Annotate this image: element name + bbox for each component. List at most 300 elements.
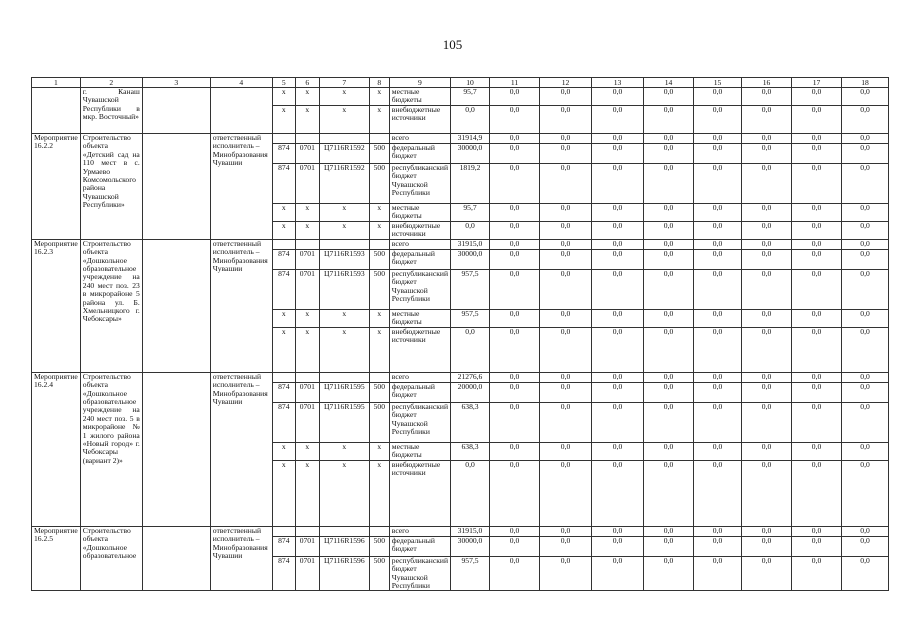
- code-cell: [272, 526, 295, 536]
- value-year: 0,0: [644, 402, 694, 442]
- grbs-code: x: [272, 106, 295, 134]
- value-year: 0,0: [792, 134, 842, 144]
- grbs-code: 874: [272, 382, 295, 402]
- target-article-code: Ц7116R1596: [319, 536, 369, 556]
- column-number-7: 7: [319, 78, 369, 88]
- grbs-code: x: [272, 88, 295, 106]
- section-code: 0701: [295, 402, 319, 442]
- value-year: 0,0: [490, 222, 540, 240]
- value-year: 0,0: [742, 144, 792, 164]
- grbs-code: 874: [272, 556, 295, 591]
- value-year: 0,0: [592, 556, 644, 591]
- value-year: 0,0: [490, 204, 540, 222]
- value-year: 0,0: [842, 382, 889, 402]
- grbs-code: x: [272, 204, 295, 222]
- value-year: 0,0: [842, 372, 889, 382]
- target-article-code: Ц7116R1595: [319, 402, 369, 442]
- value-year: 0,0: [592, 88, 644, 106]
- event-label-cell: [32, 88, 81, 134]
- value-year: 0,0: [742, 442, 792, 460]
- expense-type-code: x: [369, 204, 389, 222]
- value-year: 0,0: [792, 382, 842, 402]
- funding-source: федеральный бюджет: [389, 249, 450, 269]
- section-code: 0701: [295, 249, 319, 269]
- event-label-cell: Мероприятие 16.2.2: [32, 134, 81, 240]
- value-year: 0,0: [842, 249, 889, 269]
- value-year: 0,0: [842, 134, 889, 144]
- value-year: 0,0: [694, 144, 742, 164]
- value-year: 0,0: [842, 88, 889, 106]
- column-number-14: 14: [644, 78, 694, 88]
- value-year: 0,0: [842, 442, 889, 460]
- value-year: 0,0: [540, 382, 592, 402]
- code-cell: [319, 526, 369, 536]
- target-article-code: Ц7116R1592: [319, 144, 369, 164]
- value-year: 0,0: [540, 239, 592, 249]
- expense-type-code: 500: [369, 536, 389, 556]
- funding-source: федеральный бюджет: [389, 382, 450, 402]
- funding-source: местные бюджеты: [389, 309, 450, 327]
- value-year: 0,0: [792, 204, 842, 222]
- funding-source: всего: [389, 134, 450, 144]
- grbs-code: 874: [272, 269, 295, 309]
- section-code: 0701: [295, 144, 319, 164]
- value-year: 0,0: [490, 144, 540, 164]
- section-code: 0701: [295, 164, 319, 204]
- value-year: 0,0: [742, 309, 792, 327]
- value-year: 0,0: [490, 536, 540, 556]
- expense-type-code: 500: [369, 269, 389, 309]
- grbs-code: x: [272, 222, 295, 240]
- section-code: 0701: [295, 556, 319, 591]
- value-year: 0,0: [592, 460, 644, 526]
- funding-source: местные бюджеты: [389, 88, 450, 106]
- value-year: 0,0: [792, 309, 842, 327]
- value-year: 0,0: [644, 134, 694, 144]
- column-number-11: 11: [490, 78, 540, 88]
- funding-source: всего: [389, 239, 450, 249]
- value-year: 0,0: [842, 460, 889, 526]
- code-cell: [369, 526, 389, 536]
- funding-source: местные бюджеты: [389, 442, 450, 460]
- value-year: 0,0: [792, 144, 842, 164]
- value-year: 0,0: [792, 556, 842, 591]
- funding-source: внебюджетные источники: [389, 106, 450, 134]
- section-code: 0701: [295, 382, 319, 402]
- value-year: 0,0: [592, 249, 644, 269]
- value-year: 0,0: [540, 144, 592, 164]
- table-row: [32, 88, 889, 106]
- value-year: 0,0: [490, 269, 540, 309]
- responsible-cell: ответственный исполнитель – Минобразования Чувашии: [210, 526, 272, 591]
- value-year: 0,0: [592, 144, 644, 164]
- funding-source: республиканский бюджет Чувашской Республики: [389, 269, 450, 309]
- value-year: 0,0: [644, 556, 694, 591]
- value-year: 0,0: [540, 269, 592, 309]
- value-year: 0,0: [694, 372, 742, 382]
- value-total: 957,5: [451, 556, 490, 591]
- code-cell: [319, 134, 369, 144]
- value-year: 0,0: [792, 536, 842, 556]
- grbs-code: x: [272, 460, 295, 526]
- funding-source: республиканский бюджет Чувашской Республики: [389, 164, 450, 204]
- funding-source: внебюджетные источники: [389, 327, 450, 372]
- value-year: 0,0: [842, 239, 889, 249]
- grbs-code: 874: [272, 249, 295, 269]
- value-year: 0,0: [592, 204, 644, 222]
- value-year: 0,0: [694, 526, 742, 536]
- value-year: 0,0: [742, 556, 792, 591]
- value-year: 0,0: [792, 327, 842, 372]
- section-code: x: [295, 106, 319, 134]
- value-year: 0,0: [742, 164, 792, 204]
- value-year: 0,0: [592, 269, 644, 309]
- value-year: 0,0: [592, 309, 644, 327]
- event-name-cell: Строительство объекта «Детский сад на 110 мест в с. Урмаево Комсомольского района Чувашской Республики»: [80, 134, 142, 240]
- code-cell: [295, 526, 319, 536]
- value-total: 31915,0: [451, 526, 490, 536]
- grbs-code: 874: [272, 144, 295, 164]
- value-year: 0,0: [540, 556, 592, 591]
- value-year: 0,0: [842, 222, 889, 240]
- value-year: 0,0: [644, 249, 694, 269]
- value-total: 0,0: [451, 106, 490, 134]
- empty-cell: [142, 372, 210, 526]
- value-year: 0,0: [792, 269, 842, 309]
- value-year: 0,0: [644, 239, 694, 249]
- value-year: 0,0: [644, 460, 694, 526]
- value-total: 638,3: [451, 442, 490, 460]
- value-year: 0,0: [842, 526, 889, 536]
- value-year: 0,0: [792, 106, 842, 134]
- column-number-9: 9: [389, 78, 450, 88]
- value-total: 21276,6: [451, 372, 490, 382]
- event-label-cell: Мероприятие 16.2.5: [32, 526, 81, 591]
- value-year: 0,0: [644, 164, 694, 204]
- value-year: 0,0: [490, 460, 540, 526]
- code-cell: [295, 134, 319, 144]
- value-year: 0,0: [490, 327, 540, 372]
- target-article-code: x: [319, 222, 369, 240]
- grbs-code: 874: [272, 164, 295, 204]
- column-number-12: 12: [540, 78, 592, 88]
- value-year: 0,0: [540, 402, 592, 442]
- empty-cell: [142, 239, 210, 372]
- expense-type-code: 500: [369, 144, 389, 164]
- value-year: 0,0: [490, 134, 540, 144]
- funding-source: федеральный бюджет: [389, 536, 450, 556]
- value-year: 0,0: [592, 402, 644, 442]
- value-year: 0,0: [842, 204, 889, 222]
- value-year: 0,0: [694, 460, 742, 526]
- target-article-code: Ц7116R1592: [319, 164, 369, 204]
- value-year: 0,0: [842, 144, 889, 164]
- value-total: 0,0: [451, 460, 490, 526]
- grbs-code: 874: [272, 536, 295, 556]
- funding-source: внебюджетные источники: [389, 460, 450, 526]
- value-year: 0,0: [742, 204, 792, 222]
- value-year: 0,0: [694, 382, 742, 402]
- value-year: 0,0: [842, 269, 889, 309]
- expense-type-code: 500: [369, 556, 389, 591]
- responsible-cell: ответственный исполнитель – Минобразования Чувашии: [210, 372, 272, 526]
- code-cell: [369, 239, 389, 249]
- value-total: 0,0: [451, 327, 490, 372]
- target-article-code: Ц7116R1593: [319, 269, 369, 309]
- target-article-code: Ц7116R1595: [319, 382, 369, 402]
- value-year: 0,0: [540, 88, 592, 106]
- value-year: 0,0: [592, 536, 644, 556]
- event-name-cell: Строительство объекта «Дошкольное образовательное: [80, 526, 142, 591]
- section-code: x: [295, 442, 319, 460]
- grbs-code: 874: [272, 402, 295, 442]
- value-year: 0,0: [592, 164, 644, 204]
- expense-type-code: 500: [369, 164, 389, 204]
- section-code: x: [295, 327, 319, 372]
- value-year: 0,0: [540, 134, 592, 144]
- code-cell: [272, 134, 295, 144]
- value-year: 0,0: [592, 222, 644, 240]
- budget-table: [31, 77, 889, 591]
- value-year: 0,0: [592, 442, 644, 460]
- value-total: 30000,0: [451, 144, 490, 164]
- value-year: 0,0: [742, 134, 792, 144]
- expense-type-code: x: [369, 442, 389, 460]
- value-year: 0,0: [742, 249, 792, 269]
- section-code: x: [295, 88, 319, 106]
- value-year: 0,0: [490, 309, 540, 327]
- value-total: 638,3: [451, 402, 490, 442]
- value-year: 0,0: [842, 556, 889, 591]
- value-year: 0,0: [742, 222, 792, 240]
- value-year: 0,0: [694, 309, 742, 327]
- expense-type-code: x: [369, 327, 389, 372]
- section-code: x: [295, 222, 319, 240]
- funding-source: республиканский бюджет Чувашской Республики: [389, 556, 450, 591]
- column-number-16: 16: [742, 78, 792, 88]
- empty-cell: [142, 526, 210, 591]
- expense-type-code: x: [369, 460, 389, 526]
- target-article-code: x: [319, 106, 369, 134]
- value-year: 0,0: [540, 536, 592, 556]
- value-year: 0,0: [694, 327, 742, 372]
- value-year: 0,0: [792, 239, 842, 249]
- value-total: 31914,9: [451, 134, 490, 144]
- expense-type-code: x: [369, 88, 389, 106]
- value-year: 0,0: [490, 402, 540, 442]
- value-year: 0,0: [792, 526, 842, 536]
- value-year: 0,0: [742, 269, 792, 309]
- column-number-10: 10: [451, 78, 490, 88]
- value-year: 0,0: [842, 327, 889, 372]
- value-year: 0,0: [644, 144, 694, 164]
- value-year: 0,0: [842, 106, 889, 134]
- value-total: 20000,0: [451, 382, 490, 402]
- event-label-cell: Мероприятие 16.2.3: [32, 239, 81, 372]
- target-article-code: Ц7116R1596: [319, 556, 369, 591]
- expense-type-code: 500: [369, 382, 389, 402]
- expense-type-code: 500: [369, 249, 389, 269]
- column-number-13: 13: [592, 78, 644, 88]
- value-year: 0,0: [792, 222, 842, 240]
- value-total: 95,7: [451, 88, 490, 106]
- value-year: 0,0: [644, 106, 694, 134]
- table-row: [32, 134, 889, 144]
- value-year: 0,0: [742, 88, 792, 106]
- code-cell: [272, 372, 295, 382]
- funding-source: всего: [389, 526, 450, 536]
- value-year: 0,0: [694, 204, 742, 222]
- value-year: 0,0: [792, 164, 842, 204]
- value-year: 0,0: [742, 382, 792, 402]
- value-year: 0,0: [792, 372, 842, 382]
- value-year: 0,0: [694, 164, 742, 204]
- value-year: 0,0: [490, 88, 540, 106]
- code-cell: [319, 239, 369, 249]
- expense-type-code: 500: [369, 402, 389, 442]
- value-total: 957,5: [451, 269, 490, 309]
- value-year: 0,0: [540, 222, 592, 240]
- value-year: 0,0: [694, 134, 742, 144]
- value-year: 0,0: [490, 164, 540, 204]
- value-year: 0,0: [742, 239, 792, 249]
- column-number-1: 1: [32, 78, 81, 88]
- code-cell: [295, 239, 319, 249]
- column-number-17: 17: [792, 78, 842, 88]
- expense-type-code: x: [369, 106, 389, 134]
- value-year: 0,0: [694, 536, 742, 556]
- section-code: 0701: [295, 269, 319, 309]
- value-year: 0,0: [694, 442, 742, 460]
- table-row: [32, 239, 889, 249]
- value-year: 0,0: [842, 536, 889, 556]
- code-cell: [369, 372, 389, 382]
- value-year: 0,0: [540, 442, 592, 460]
- value-year: 0,0: [592, 106, 644, 134]
- value-year: 0,0: [540, 249, 592, 269]
- value-year: 0,0: [694, 249, 742, 269]
- column-number-15: 15: [694, 78, 742, 88]
- value-year: 0,0: [742, 327, 792, 372]
- section-code: 0701: [295, 536, 319, 556]
- grbs-code: x: [272, 327, 295, 372]
- event-name-cell: Строительство объекта «Дошкольное образовательное учреждение на 240 мест поз. 5 в микрорайоне № 1 жилого района «Новый город» г. Чебоксары (вариант 2)»: [80, 372, 142, 526]
- value-total: 1819,2: [451, 164, 490, 204]
- value-year: 0,0: [644, 269, 694, 309]
- value-year: 0,0: [644, 442, 694, 460]
- code-cell: [319, 372, 369, 382]
- page-number: 105: [442, 37, 463, 52]
- value-year: 0,0: [694, 222, 742, 240]
- table-row: [32, 372, 889, 382]
- value-year: 0,0: [742, 106, 792, 134]
- event-name-cell: г. Канаш Чувашской Республики в мкр. Восточный»: [80, 88, 142, 134]
- table-row: [32, 526, 889, 536]
- column-number-8: 8: [369, 78, 389, 88]
- value-year: 0,0: [540, 526, 592, 536]
- code-cell: [369, 134, 389, 144]
- value-year: 0,0: [592, 239, 644, 249]
- value-year: 0,0: [490, 556, 540, 591]
- value-year: 0,0: [592, 382, 644, 402]
- value-year: 0,0: [792, 249, 842, 269]
- column-number-row: [32, 78, 889, 88]
- value-year: 0,0: [490, 106, 540, 134]
- value-year: 0,0: [592, 134, 644, 144]
- code-cell: [272, 239, 295, 249]
- event-name-cell: Строительство объекта «Дошкольное образовательное учреждение на 240 мест поз. 23 в микрорайоне 5 района ул. Б. Хмельницкого г. Чебоксары»: [80, 239, 142, 372]
- value-year: 0,0: [490, 526, 540, 536]
- value-total: 95,7: [451, 204, 490, 222]
- value-year: 0,0: [742, 402, 792, 442]
- value-year: 0,0: [694, 402, 742, 442]
- section-code: x: [295, 309, 319, 327]
- value-year: 0,0: [694, 269, 742, 309]
- value-year: 0,0: [842, 309, 889, 327]
- value-year: 0,0: [644, 204, 694, 222]
- column-number-5: 5: [272, 78, 295, 88]
- section-code: x: [295, 460, 319, 526]
- value-year: 0,0: [742, 526, 792, 536]
- value-year: 0,0: [592, 526, 644, 536]
- responsible-cell: [210, 88, 272, 134]
- value-total: 30000,0: [451, 249, 490, 269]
- value-total: 957,5: [451, 309, 490, 327]
- value-year: 0,0: [540, 372, 592, 382]
- value-year: 0,0: [540, 309, 592, 327]
- code-cell: [295, 372, 319, 382]
- value-year: 0,0: [792, 460, 842, 526]
- value-year: 0,0: [644, 222, 694, 240]
- value-year: 0,0: [490, 239, 540, 249]
- expense-type-code: x: [369, 309, 389, 327]
- value-year: 0,0: [644, 372, 694, 382]
- value-year: 0,0: [540, 106, 592, 134]
- value-year: 0,0: [490, 372, 540, 382]
- column-number-3: 3: [142, 78, 210, 88]
- funding-source: республиканский бюджет Чувашской Республики: [389, 402, 450, 442]
- empty-cell: [142, 134, 210, 240]
- section-code: x: [295, 204, 319, 222]
- value-year: 0,0: [644, 382, 694, 402]
- value-year: 0,0: [644, 526, 694, 536]
- value-total: 0,0: [451, 222, 490, 240]
- target-article-code: x: [319, 442, 369, 460]
- value-year: 0,0: [592, 327, 644, 372]
- event-label-cell: Мероприятие 16.2.4: [32, 372, 81, 526]
- target-article-code: x: [319, 460, 369, 526]
- value-year: 0,0: [694, 88, 742, 106]
- grbs-code: x: [272, 442, 295, 460]
- grbs-code: x: [272, 309, 295, 327]
- target-article-code: Ц7116R1593: [319, 249, 369, 269]
- column-number-6: 6: [295, 78, 319, 88]
- value-year: 0,0: [742, 536, 792, 556]
- value-year: 0,0: [490, 249, 540, 269]
- value-year: 0,0: [842, 402, 889, 442]
- funding-source: всего: [389, 372, 450, 382]
- target-article-code: x: [319, 88, 369, 106]
- target-article-code: x: [319, 309, 369, 327]
- value-year: 0,0: [490, 442, 540, 460]
- value-year: 0,0: [592, 372, 644, 382]
- value-year: 0,0: [644, 327, 694, 372]
- value-year: 0,0: [694, 556, 742, 591]
- funding-source: внебюджетные источники: [389, 222, 450, 240]
- column-number-18: 18: [842, 78, 889, 88]
- value-total: 31915,0: [451, 239, 490, 249]
- empty-cell: [142, 88, 210, 134]
